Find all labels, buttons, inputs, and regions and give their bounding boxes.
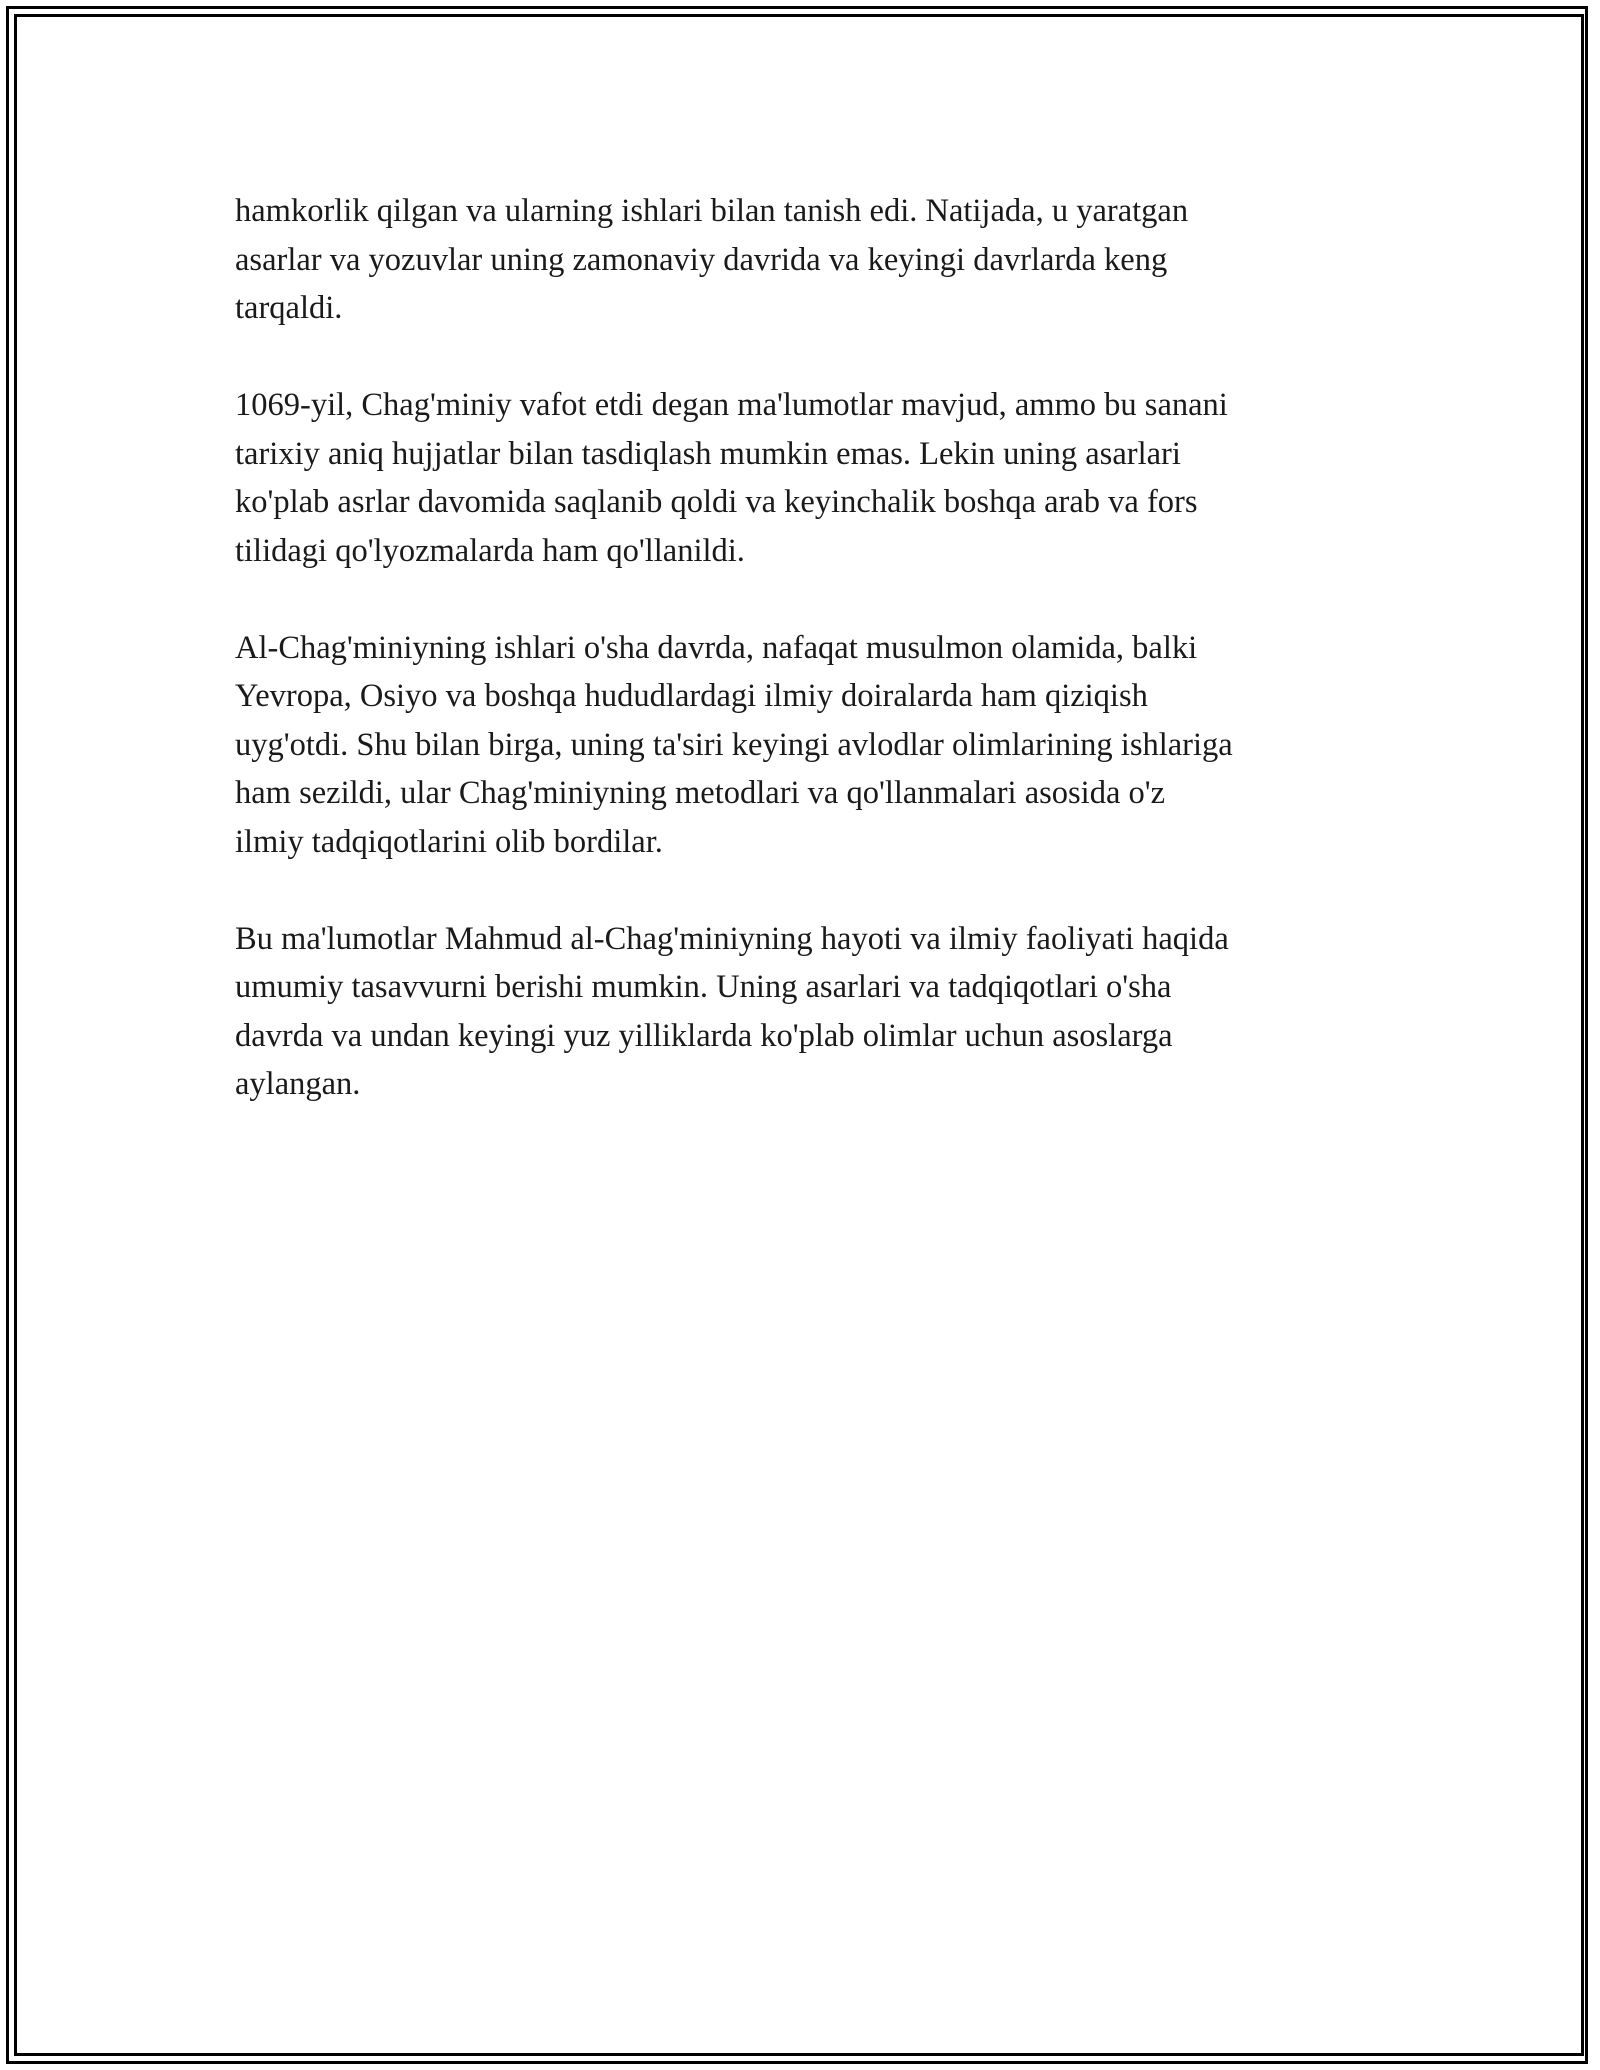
text-line: aylangan. [235,1066,361,1102]
text-line: Al-Chag'miniyning ishlari o'sha davrda, nafaqat musulmon olamida, balki [235,629,1198,666]
text-line: uyg'otdi. Shu bilan birga, uning ta'siri keyingi avlodlar olimlarining ishlariga [235,726,1233,763]
text-line: Bu ma'lumotlar Mahmud al-Chag'miniyning hayoti va ilmiy faoliyati haqida [235,920,1229,957]
text-line: ilmiy tadqiqotlarini olib bordilar. [235,823,663,860]
text-line: 1069-yil, Chag'miniy vafot etdi degan ma'lumotlar mavjud, ammo bu sanani [235,387,1228,423]
text-line: asarlar va yozuvlar uning zamonaviy davrida va keyingi davrlarda keng [235,241,1168,278]
text-line: ham sezildi, ular Chag'miniyning metodlari va qo'llanmalari asosida o'z [235,775,1166,811]
text-line: ko'plab asrlar davomida saqlanib qoldi va keyinchalik boshqa arab va fors [235,484,1198,520]
text-line: tilidagi qo'lyozmalarda ham qo'llanildi. [235,532,745,569]
paragraph-2 [235,381,1375,575]
text-line: hamkorlik qilgan va ularning ishlari bilan tanish edi. Natijada, u yaratgan [235,193,1189,229]
text-line: umumiy tasavvurni berishi mumkin. Uning asarlari va tadqiqotlari o'sha [235,969,1172,1005]
paragraph-3 [235,624,1375,867]
text-line: Yevropa, Osiyo va boshqa hududlardagi ilmiy doiralarda ham qiziqish [235,678,1148,714]
text-line: davrda va undan keyingi yuz yilliklarda ko'plab olimlar uchun asoslarga [235,1017,1173,1054]
text-line: tarqaldi. [235,290,343,326]
paragraph-1 [235,187,1375,333]
text-line: tarixiy aniq hujjatlar bilan tasdiqlash mumkin emas. Lekin uning asarlari [235,435,1181,472]
paragraph-4 [235,915,1375,1109]
document-body [235,187,1375,1157]
